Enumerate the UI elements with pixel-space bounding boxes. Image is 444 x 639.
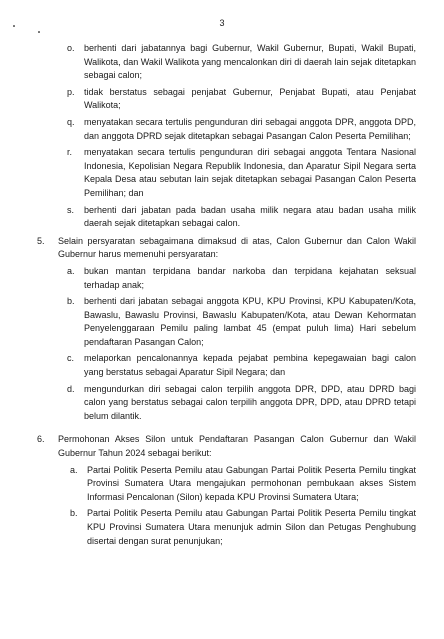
section-5-item-b [0, 295, 444, 349]
list-label: a. [67, 265, 75, 276]
list-text: berhenti dari jabatan sebagai anggota KPU, KPU Provinsi, KPU Kabupaten/Kota, Bawaslu, Bawaslu Provinsi, Bawaslu Kabupaten/Kota, atau Dewan Kehormatan Penyelenggaraan Pemilu paling lambat 45 (empat puluh lima) Hari sebelum pendaftaran Pasangan Calon; [84, 296, 416, 347]
list-text: Partai Politik Peserta Pemilu atau Gabungan Partai Politik Peserta Pemilu tingkat Provinsi Sumatera Utara mengajukan permohonan pembukaan akses Sistem Informasi Pencalonan (Silon) kepada KPU Provinsi Sumatera Utara; [87, 464, 416, 502]
document-body [0, 42, 444, 551]
scan-speck [38, 31, 40, 33]
list-text: bukan mantan terpidana bandar narkoba dan terpidana kejahatan seksual terhadap anak; [84, 265, 416, 290]
list-text: menyatakan secara tertulis pengunduran diri sebagai anggota DPR, anggota DPD, dan anggota DPRD sejak ditetapkan sebagai Pasangan Calon Peserta Pemilihan; [84, 116, 416, 141]
section-6-item-b [0, 507, 444, 548]
list-text: menyatakan secara tertulis pengunduran diri sebagai anggota Tentara Nasional Indonesia, Kepolisian Negara Republik Indonesia, dan Aparatur Sipil Negara serta Kepala Desa atau sebutan lain sejak ditetapkan sebagai Pasangan Calon Peserta Pemilihan; dan [84, 147, 416, 198]
list-text: Partai Politik Peserta Pemilu atau Gabungan Partai Politik Peserta Pemilu tingkat KPU Provinsi Sumatera Utara menunjuk admin Silon dan Petugas Penghubung disertai dengan surat penunjukan; [87, 508, 416, 546]
list-label: c. [67, 353, 75, 364]
list-label: d. [67, 383, 75, 394]
section-text: Permohonan Akses Silon untuk Pendaftaran Pasangan Calon Gubernur dan Wakil Gubernur Tahun 2024 sebagai berikut: [58, 434, 416, 459]
list-item-q [0, 116, 444, 143]
list-label: a. [70, 464, 78, 475]
list-text: melaporkan pencalonannya kepada pejabat pembina kepegawaian bagi calon yang berstatus sebagai Aparatur Sipil Negara; dan [84, 353, 416, 378]
list-label: p. [67, 86, 75, 97]
list-label: s. [67, 204, 75, 215]
section-6-item-a [0, 464, 444, 505]
scan-speck [13, 25, 15, 27]
section-text: Selain persyaratan sebagaimana dimaksud di atas, Calon Gubernur dan Calon Wakil Gubernur harus memenuhi persyaratan: [58, 235, 416, 260]
section-number: 6. [37, 434, 45, 445]
section-number: 5. [37, 235, 45, 246]
list-item-r [0, 146, 444, 200]
list-label: r. [67, 147, 73, 158]
list-item-p [0, 86, 444, 113]
section-5-item-a [0, 265, 444, 292]
list-item-o [0, 42, 444, 83]
list-text: berhenti dari jabatan pada badan usaha milik negara atau badan usaha milik daerah sejak ditetapkan sebagai calon. [84, 204, 416, 229]
list-item-s [0, 204, 444, 231]
section-5-item-c [0, 352, 444, 379]
list-text: tidak berstatus sebagai penjabat Gubernur, Penjabat Bupati, atau Penjabat Walikota; [84, 86, 416, 111]
list-text: berhenti dari jabatannya bagi Gubernur, Wakil Gubernur, Bupati, Wakil Bupati, Walikota, dan Wakil Walikota yang mencalonkan diri di daerah lain sejak ditetapkan sebagai calon; [84, 43, 416, 81]
list-text: mengundurkan diri sebagai calon terpilih anggota DPR, DPD, atau DPRD bagi calon yang berstatus sebagai calon terpilih anggota DPR, DPD, atau DPRD tetapi belum dilantik. [84, 383, 416, 421]
page-number: 3 [219, 18, 225, 28]
list-label: o. [67, 43, 75, 53]
section-5 [0, 235, 444, 262]
section-6 [0, 433, 444, 460]
list-label: q. [67, 116, 75, 127]
list-label: b. [70, 508, 78, 519]
section-5-item-d [0, 383, 444, 424]
list-label: b. [67, 296, 75, 307]
